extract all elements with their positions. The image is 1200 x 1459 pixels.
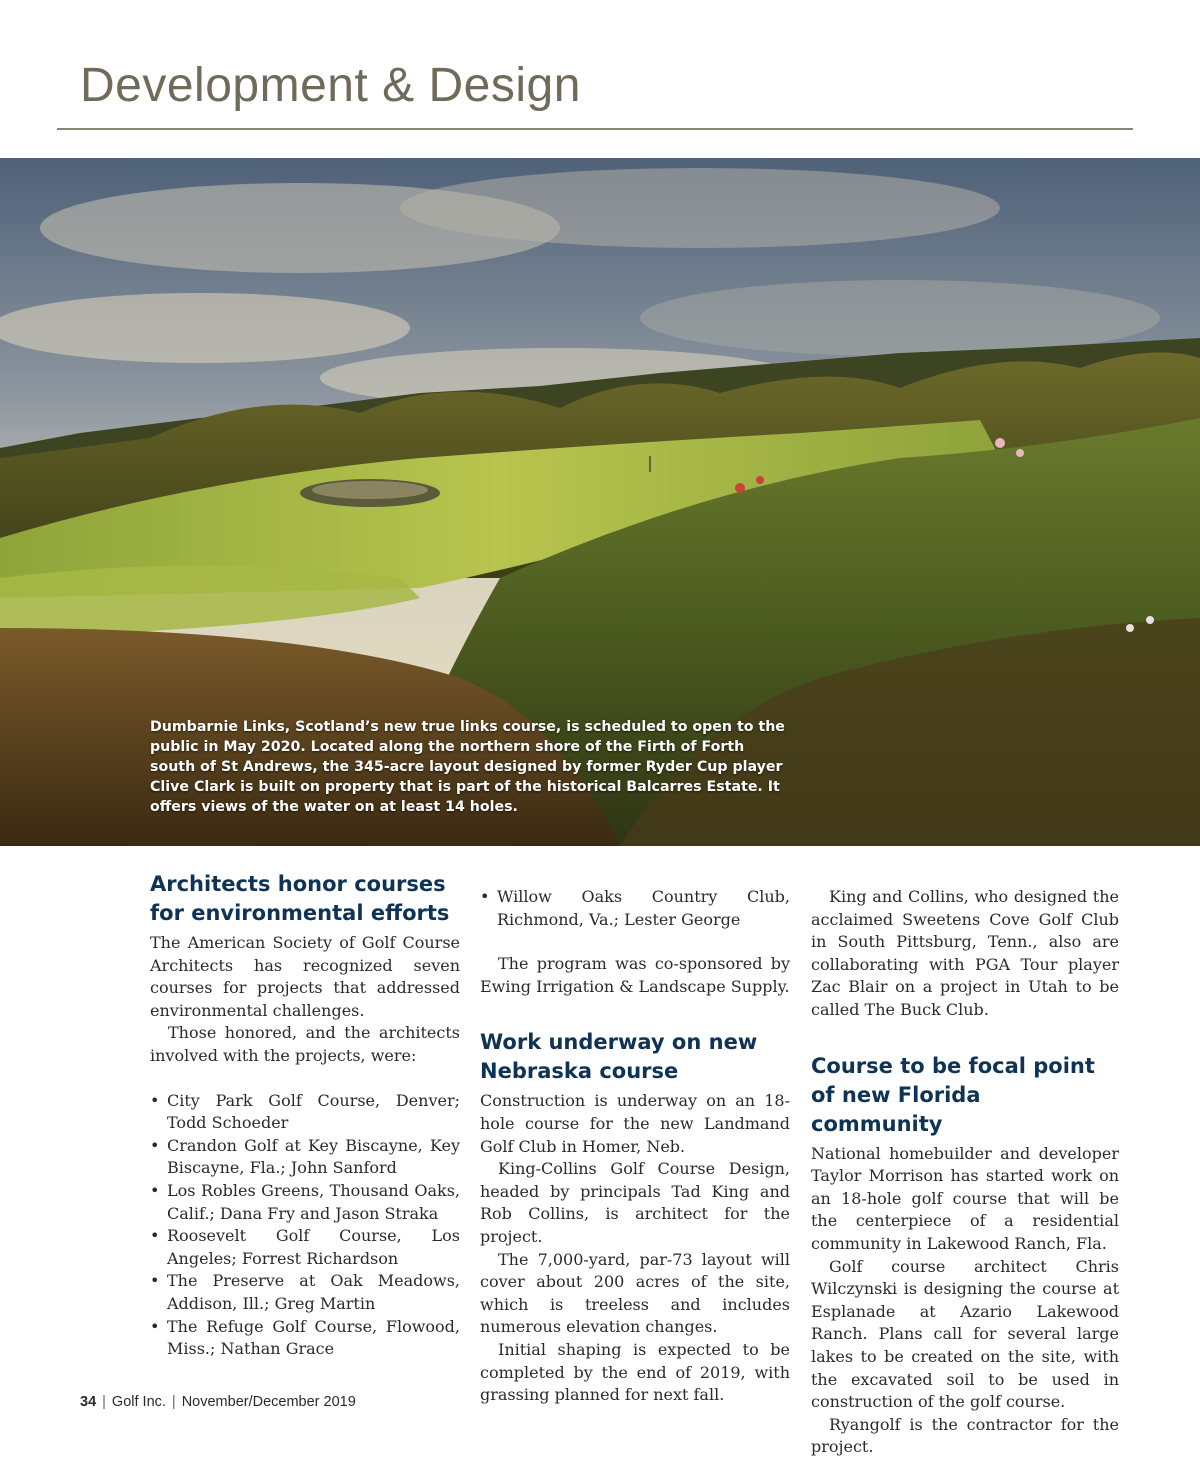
column-2 — [480, 886, 790, 1407]
article-heading: Course to be focal point of new Florida community — [811, 1053, 1095, 1136]
article-heading: Architects honor courses for environmental efforts — [150, 872, 450, 925]
list-item: • Willow Oaks Country Club, Richmond, Va.; Lester George — [480, 886, 790, 931]
publication-name: Golf Inc. — [111, 1394, 166, 1410]
list-item: • The Preserve at Oak Meadows, Addison, Ill.; Greg Martin — [150, 1270, 460, 1315]
article-paragraph: National homebuilder and developer Taylor Morrison has started work on an 18-hole golf course that will be the centerpiece of a residential community in Lakewood Ranch, Fla. — [811, 1143, 1119, 1253]
title-divider — [57, 128, 1133, 130]
column-3 — [811, 886, 1119, 1459]
column-1 — [150, 870, 460, 1361]
hero-photo — [0, 158, 1200, 846]
article-paragraph: The program was co-sponsored by Ewing Irrigation & Landscape Supply. — [480, 954, 790, 996]
article-paragraph: Construction is underway on an 18-hole course for the new Landmand Golf Club in Homer, Neb. — [480, 1091, 790, 1156]
article-paragraph: King-Collins Golf Course Design, headed by principals Tad King and Rob Collins, is architect for the project. — [480, 1159, 790, 1246]
article-paragraph: The 7,000-yard, par-73 layout will cover about 200 acres of the site, which is treeless and includes numerous elevation changes. — [480, 1249, 790, 1337]
list-item: • Crandon Golf at Key Biscayne, Key Biscayne, Fla.; John Sanford — [150, 1135, 460, 1180]
article-paragraph: The American Society of Golf Course Architects has recognized seven courses for projects that addressed environmental challenges. — [150, 933, 460, 1020]
list-item: • City Park Golf Course, Denver; Todd Schoeder — [150, 1090, 460, 1135]
list-item: • The Refuge Golf Course, Flowood, Miss.; Nathan Grace — [150, 1316, 460, 1361]
article-paragraph: Those honored, and the architects involved with the projects, were: — [150, 1023, 460, 1065]
list-item: • Los Robles Greens, Thousand Oaks, Calif.; Dana Fry and Jason Straka — [150, 1180, 460, 1225]
page-footer — [80, 1394, 356, 1410]
footer-separator: | — [102, 1394, 106, 1410]
article-paragraph: Golf course architect Chris Wilczynski is designing the course at Esplanade at Azario Lakewood Ranch. Plans call for several large lakes to be created on the site, with the excavated soil to be used in construction of the golf course. — [811, 1256, 1119, 1412]
article-paragraph: King and Collins, who designed the acclaimed Sweetens Cove Golf Club in South Pittsburg, Tenn., also are collaborating with PGA Tour player Zac Blair on a project in Utah to be called The Buck Club. — [811, 887, 1119, 1019]
photo-caption: Dumbarnie Links, Scotland’s new true links course, is scheduled to open to the public in May 2020. Located along the northern shore of the Firth of Forth south of St Andrews, the 345-acre layout designed by former Ryder Cup player Clive Clark is built on property that is part of the historical Balcarres Estate. It offers views of the water on at least 14 holes. — [150, 719, 785, 815]
list-item: • Roosevelt Golf Course, Los Angeles; Forrest Richardson — [150, 1225, 460, 1270]
honored-courses-list-continued — [480, 886, 790, 931]
article-heading: Work underway on new Nebraska course — [480, 1030, 758, 1084]
footer-separator: | — [171, 1394, 176, 1410]
article-paragraph: Initial shaping is expected to be completed by the end of 2019, with grassing planned for next fall. — [480, 1339, 790, 1405]
article-paragraph: Ryangolf is the contractor for the project. — [811, 1414, 1119, 1457]
issue-date: November/December 2019 — [181, 1394, 356, 1410]
page-number: 34 — [80, 1394, 97, 1410]
page-title: Development & Design — [80, 59, 581, 112]
honored-courses-list — [150, 1090, 460, 1361]
